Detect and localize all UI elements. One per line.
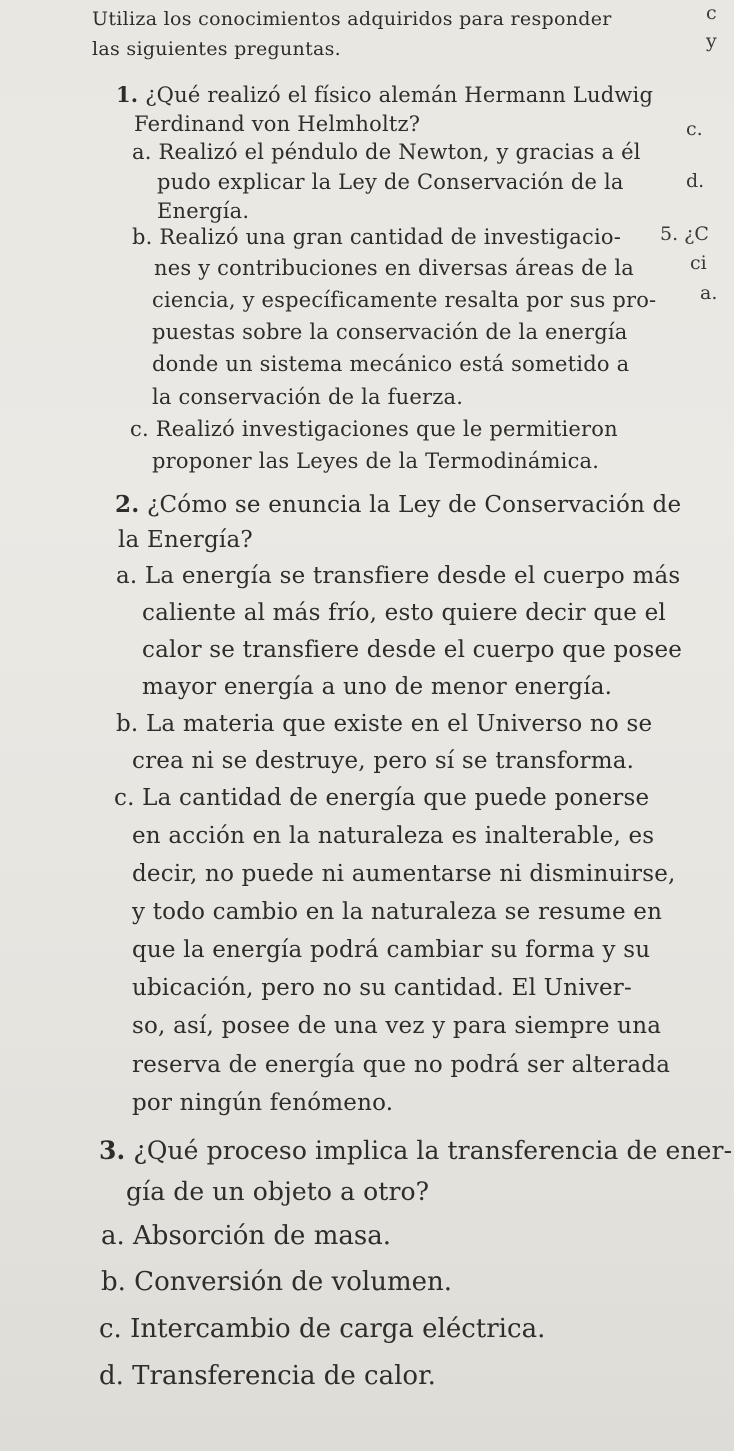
edge-fragment-3: c. bbox=[686, 118, 703, 140]
q1-question-line-1: ¿Qué realizó el físico alemán Hermann Ludwig bbox=[145, 83, 654, 107]
q2-option-b-line-1: b. La materia que existe en el Universo no se bbox=[116, 711, 653, 737]
q3-number: 3. bbox=[99, 1136, 126, 1165]
q2-number: 2. bbox=[115, 491, 140, 518]
q1-question bbox=[116, 82, 653, 107]
edge-fragment-6: ci bbox=[690, 252, 707, 274]
q1-option-a-line-1: a. Realizó el péndulo de Newton, y gracias a él bbox=[132, 140, 641, 164]
q3-question-line-2: gía de un objeto a otro? bbox=[126, 1177, 430, 1206]
q2-question-line-2: la Energía? bbox=[118, 527, 253, 553]
edge-fragment-4: d. bbox=[686, 170, 705, 192]
q1-option-b-line-4: puestas sobre la conservación de la energía bbox=[152, 320, 628, 344]
q2-option-c-line-2: en acción en la naturaleza es inalterable, es bbox=[132, 823, 655, 849]
q1-question-line-2: Ferdinand von Helmholtz? bbox=[134, 112, 421, 136]
q1-option-c-line-2: proponer las Leyes de la Termodinámica. bbox=[152, 449, 600, 473]
q3-question bbox=[99, 1136, 732, 1165]
q3-option-a: a. Absorción de masa. bbox=[101, 1221, 391, 1251]
q1-option-b-line-3: ciencia, y específicamente resalta por sus pro- bbox=[152, 288, 657, 312]
q2-option-c-line-1: c. La cantidad de energía que puede ponerse bbox=[114, 785, 650, 811]
q2-option-c-line-7: so, así, posee de una vez y para siempre una bbox=[132, 1013, 662, 1039]
q2-option-c-line-6: ubicación, pero no su cantidad. El Univer- bbox=[132, 975, 632, 1001]
q2-option-c-line-9: por ningún fenómeno. bbox=[132, 1090, 394, 1116]
edge-fragment-2: y bbox=[706, 30, 717, 52]
q2-option-b-line-2: crea ni se destruye, pero sí se transforma. bbox=[132, 748, 635, 774]
q1-option-b-line-6: la conservación de la fuerza. bbox=[152, 385, 464, 409]
q2-option-c-line-5: que la energía podrá cambiar su forma y su bbox=[132, 937, 651, 963]
q3-option-d: d. Transferencia de calor. bbox=[99, 1361, 436, 1391]
q1-option-a-line-3: Energía. bbox=[157, 199, 250, 223]
q2-option-a-line-2: caliente al más frío, esto quiere decir que el bbox=[142, 600, 666, 626]
q1-option-a-line-2: pudo explicar la Ley de Conservación de la bbox=[157, 170, 624, 194]
q1-option-b-line-2: nes y contribuciones en diversas áreas de la bbox=[154, 256, 634, 280]
q1-option-b-line-5: donde un sistema mecánico está sometido a bbox=[152, 352, 630, 376]
q3-option-c: c. Intercambio de carga eléctrica. bbox=[99, 1314, 546, 1344]
edge-fragment-7: a. bbox=[700, 282, 718, 304]
q2-option-c-line-8: reserva de energía que no podrá ser alterada bbox=[132, 1052, 671, 1078]
q2-option-c-line-4: y todo cambio en la naturaleza se resume en bbox=[132, 899, 663, 925]
q2-option-a-line-3: calor se transfiere desde el cuerpo que posee bbox=[142, 637, 683, 663]
q3-option-b: b. Conversión de volumen. bbox=[101, 1267, 453, 1297]
q2-question bbox=[115, 491, 681, 518]
intro-line-1: Utiliza los conocimientos adquiridos para responder bbox=[92, 8, 612, 30]
q2-question-line-1: ¿Cómo se enuncia la Ley de Conservación de bbox=[146, 492, 682, 518]
q1-option-b-line-1: b. Realizó una gran cantidad de investigacio- bbox=[132, 225, 622, 249]
q1-option-c-line-1: c. Realizó investigaciones que le permitieron bbox=[130, 417, 618, 441]
q2-option-a-line-4: mayor energía a uno de menor energía. bbox=[142, 674, 613, 700]
edge-fragment-5: 5. ¿C bbox=[660, 223, 709, 245]
q2-option-c-line-3: decir, no puede ni aumentarse ni disminuirse, bbox=[132, 861, 676, 887]
intro-line-2: las siguientes preguntas. bbox=[92, 38, 342, 60]
q2-option-a-line-1: a. La energía se transfiere desde el cuerpo más bbox=[116, 563, 681, 589]
q3-question-line-1: ¿Qué proceso implica la transferencia de ener- bbox=[133, 1136, 733, 1165]
edge-fragment-1: c bbox=[706, 2, 717, 24]
q1-number: 1. bbox=[116, 82, 139, 107]
